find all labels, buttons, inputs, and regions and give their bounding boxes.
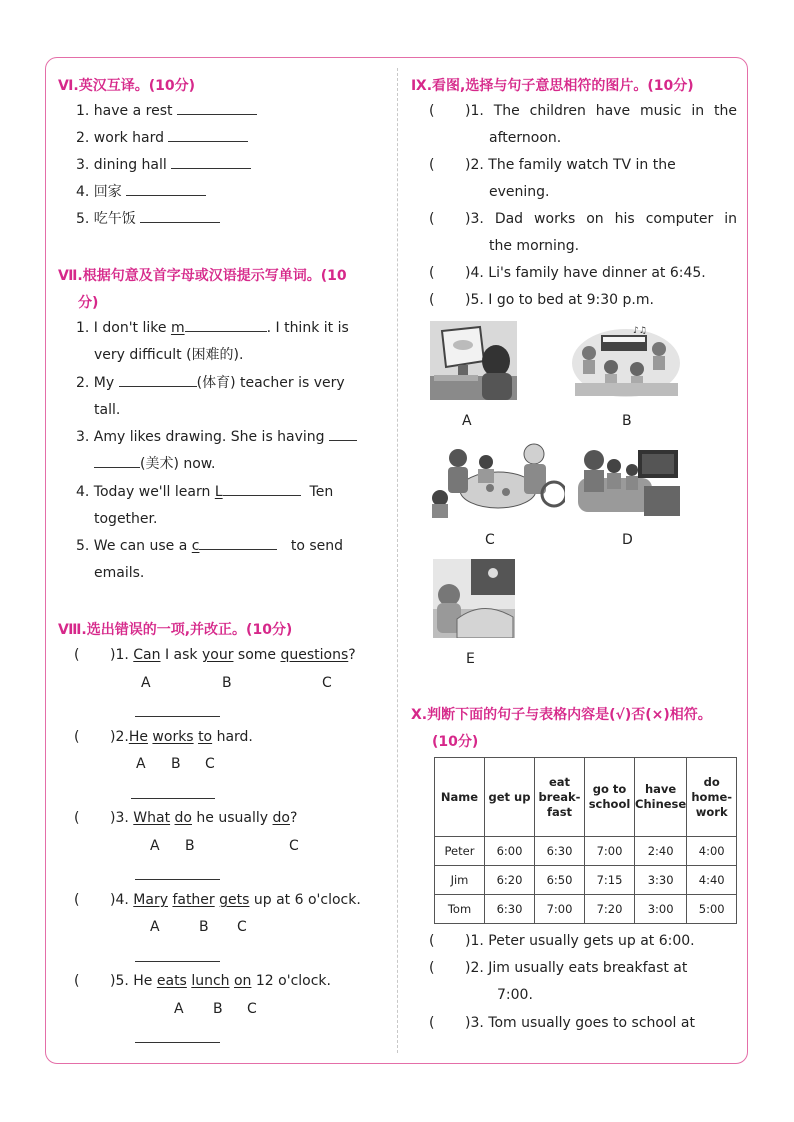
s8-q3-b: do — [174, 810, 192, 826]
s8-q4-correction[interactable] — [135, 961, 220, 962]
s6-item-4-text: 4. 回家 — [76, 184, 122, 200]
s8-q2-correction[interactable] — [131, 798, 215, 799]
picture-c-label: C — [485, 532, 495, 548]
s10-q1-paren[interactable]: ( — [429, 933, 435, 949]
s8-q1-label-b: B — [222, 675, 232, 691]
table-cell: Peter — [435, 837, 485, 866]
s8-q2-a: He — [128, 729, 148, 745]
section-8-title: Ⅷ.选出错误的一项,并改正。(10分) — [58, 622, 293, 638]
section-10-title-cont: (10分) — [432, 734, 479, 750]
s7-q2-post: (体育) teacher is very — [196, 375, 345, 391]
table-row — [435, 895, 737, 924]
table-cell: 4:00 — [687, 837, 737, 866]
table-cell: 6:00 — [485, 837, 535, 866]
s6-item-2 — [76, 125, 248, 152]
s8-q3-end: ? — [289, 810, 298, 826]
s9-q3-line2: the morning. — [489, 238, 580, 254]
picture-b-label: B — [622, 413, 632, 429]
s8-q4-label-a: A — [150, 919, 160, 935]
picture-a-computer — [430, 321, 517, 400]
header-go-to-school-text: go to school — [588, 782, 631, 811]
header-get-up — [485, 758, 535, 837]
s8-q4-label-c: C — [237, 919, 247, 935]
s9-q1-text: )1. The children have music in the — [465, 103, 737, 119]
s9-q1-line1 — [465, 98, 737, 125]
s7-q1-line1 — [76, 315, 349, 342]
s7-q5-line2: emails. — [94, 565, 145, 581]
table-cell: 3:00 — [635, 895, 687, 924]
s8-q1-end: ? — [348, 647, 356, 663]
s8-q2-c: to — [198, 729, 213, 745]
s8-q3-s2: he usually — [191, 810, 273, 826]
s8-q1-a: Can — [133, 647, 161, 663]
header-eat-breakfast — [535, 758, 585, 837]
header-do-homework — [687, 758, 737, 837]
s6-item-3 — [76, 152, 251, 179]
header-go-to-school — [585, 758, 635, 837]
s8-q1-c: questions — [280, 647, 349, 663]
s6-answer-2[interactable] — [168, 126, 248, 142]
s8-q4-paren[interactable]: ( — [74, 892, 80, 908]
header-do-homework-text: do home- work — [691, 774, 733, 819]
section-7-title: Ⅶ.根据句意及首字母或汉语提示写单词。(10 — [58, 268, 347, 284]
column-divider — [397, 68, 398, 1053]
s8-q1-correction[interactable] — [135, 716, 220, 717]
s9-q3-paren[interactable]: ( — [429, 211, 435, 227]
s8-q1-s1: I ask — [160, 647, 202, 663]
s6-item-1-text: 1. have a rest — [76, 103, 173, 119]
s6-answer-3[interactable] — [171, 153, 251, 169]
s8-q1-sentence — [110, 647, 356, 663]
s7-q5-line1 — [76, 533, 343, 560]
s8-q4-c: gets — [219, 892, 250, 908]
s9-q5-line: )5. I go to bed at 9:30 p.m. — [465, 292, 654, 308]
s7-answer-2[interactable] — [119, 371, 197, 387]
s8-q2-sentence — [110, 729, 253, 745]
picture-e-label: E — [466, 651, 475, 667]
picture-c-family-dinner — [430, 440, 565, 520]
header-name-text: Name — [440, 789, 479, 804]
s9-q5-paren[interactable]: ( — [429, 292, 435, 308]
s10-q3-line1: )3. Tom usually goes to school at — [465, 1015, 695, 1031]
s7-answer-1[interactable] — [185, 316, 267, 332]
s6-item-4 — [76, 179, 206, 206]
table-cell: Jim — [435, 866, 485, 895]
s8-q5-a: eats — [156, 973, 187, 989]
s8-q5-paren[interactable]: ( — [74, 973, 80, 989]
s8-q1-label-a: A — [141, 675, 151, 691]
s8-q1-num: )1. — [110, 647, 129, 663]
section-7-title-cont: 分) — [78, 295, 99, 311]
s9-q1-line2: afternoon. — [489, 130, 562, 146]
table-cell: 6:20 — [485, 866, 535, 895]
s6-item-5 — [76, 206, 220, 233]
s6-item-1 — [76, 98, 257, 125]
s8-q3-label-c: C — [289, 838, 299, 854]
table-cell: 4:40 — [687, 866, 737, 895]
s9-q1-paren[interactable]: ( — [429, 103, 435, 119]
s7-q5-pre: 5. We can use a — [76, 538, 192, 554]
picture-a-label: A — [462, 413, 472, 429]
s8-q5-sentence — [110, 973, 331, 989]
svg-text:♪♫: ♪♫ — [633, 326, 647, 336]
section-10-title: Ⅹ.判断下面的句子与表格内容是(√)否(×)相符。 — [411, 707, 712, 723]
s6-item-3-text: 3. dining hall — [76, 157, 167, 173]
s10-q1-line: )1. Peter usually gets up at 6:00. — [465, 933, 695, 949]
table-cell: Tom — [435, 895, 485, 924]
s8-q1-b: your — [201, 647, 234, 663]
s7-answer-4[interactable] — [223, 480, 301, 496]
s8-q5-pre: He — [133, 973, 157, 989]
s7-q3-line2 — [94, 451, 215, 478]
s8-q1-label-c: C — [322, 675, 332, 691]
s8-q1-s2: some — [233, 647, 281, 663]
s8-q2-b: works — [152, 729, 194, 745]
table-cell: 6:30 — [535, 837, 585, 866]
header-get-up-text: get up — [488, 789, 531, 804]
s8-q3-num: )3. — [110, 810, 129, 826]
s6-answer-1[interactable] — [177, 99, 257, 115]
table-cell: 2:40 — [635, 837, 687, 866]
s7-q4-line2: together. — [94, 511, 158, 527]
header-have-chinese-text: have Chinese — [635, 782, 687, 811]
table-cell: 7:20 — [585, 895, 635, 924]
s9-q3-line1 — [465, 206, 737, 233]
s9-q2-line2: evening. — [489, 184, 550, 200]
s8-q2-label-c: C — [205, 756, 215, 772]
s8-q3-paren[interactable]: ( — [74, 810, 80, 826]
s8-q3-correction[interactable] — [135, 879, 220, 880]
s7-q1-line2: very difficult (困难的). — [94, 347, 244, 363]
s7-q1-pre: 1. I don't like — [76, 320, 171, 336]
s10-q2-line1: )2. Jim usually eats breakfast at — [465, 960, 688, 976]
table-header-row — [435, 758, 737, 837]
picture-e-bedtime — [433, 559, 515, 638]
s8-q5-c: on — [233, 973, 252, 989]
s7-q5-post: to send — [290, 538, 343, 554]
s7-answer-3b[interactable] — [94, 452, 140, 468]
s10-q3-paren[interactable]: ( — [429, 1015, 435, 1031]
s8-q5-b: lunch — [191, 973, 230, 989]
s7-q4-post: Ten — [309, 484, 334, 500]
s10-q2-paren[interactable]: ( — [429, 960, 435, 976]
s7-q2-pre: 2. My — [76, 375, 119, 391]
s6-answer-5[interactable] — [140, 207, 220, 223]
s7-q1-letter: m — [170, 320, 185, 336]
table-cell: 7:15 — [585, 866, 635, 895]
s8-q3-c: do — [272, 810, 290, 826]
s7-q5-letter: c — [191, 538, 200, 554]
s8-q5-num: )5. — [110, 973, 129, 989]
s8-q4-num: )4. — [110, 892, 129, 908]
s8-q4-a: Mary — [133, 892, 168, 908]
s6-item-5-text: 5. 吃午饭 — [76, 211, 136, 227]
s8-q2-num: )2. — [110, 729, 129, 745]
section-6-title: Ⅵ.英汉互译。(10分) — [58, 78, 195, 94]
s7-q3-post: (美术) now. — [140, 456, 216, 472]
s8-q4-sentence — [110, 892, 361, 908]
s7-q3-text: 3. Amy likes drawing. She is having — [76, 429, 325, 445]
s7-q4-line1 — [76, 479, 333, 506]
s8-q3-sentence — [110, 810, 297, 826]
s9-q4-paren[interactable]: ( — [429, 265, 435, 281]
picture-d-watch-tv — [572, 440, 683, 520]
header-have-chinese — [635, 758, 687, 837]
s8-q3-label-a: A — [150, 838, 160, 854]
s8-q4-label-b: B — [199, 919, 209, 935]
s7-answer-5[interactable] — [199, 534, 277, 550]
header-eat-breakfast-text: eat break- fast — [538, 774, 581, 819]
table-cell: 7:00 — [535, 895, 585, 924]
s7-q1-post: . I think it is — [266, 320, 349, 336]
s8-q5-correction[interactable] — [135, 1042, 220, 1043]
table-row — [435, 866, 737, 895]
s7-answer-3a[interactable] — [329, 425, 357, 441]
s8-q5-label-b: B — [213, 1001, 223, 1017]
s9-q2-line1: )2. The family watch TV in the — [465, 157, 676, 173]
s9-q4-line: )4. Li's family have dinner at 6:45. — [465, 265, 706, 281]
s7-q4-letter: L — [214, 484, 223, 500]
s8-q5-end: 12 o'clock. — [251, 973, 331, 989]
s8-q4-end: up at 6 o'clock. — [249, 892, 361, 908]
s8-q5-label-c: C — [247, 1001, 257, 1017]
s7-q2-line2: tall. — [94, 402, 121, 418]
table-cell: 6:50 — [535, 866, 585, 895]
s7-q2-line1 — [76, 370, 345, 397]
s8-q2-label-a: A — [136, 756, 146, 772]
s6-item-2-text: 2. work hard — [76, 130, 164, 146]
s8-q2-end: hard. — [212, 729, 253, 745]
schedule-table — [434, 757, 737, 924]
table-row — [435, 837, 737, 866]
header-name — [435, 758, 485, 837]
s8-q2-paren[interactable]: ( — [74, 729, 80, 745]
s6-answer-4[interactable] — [126, 180, 206, 196]
s9-q2-paren[interactable]: ( — [429, 157, 435, 173]
s10-q2-line2: 7:00. — [497, 987, 533, 1003]
s8-q2-label-b: B — [171, 756, 181, 772]
s8-q3-label-b: B — [185, 838, 195, 854]
table-cell: 7:00 — [585, 837, 635, 866]
s9-q3-text: )3. Dad works on his computer in — [465, 211, 737, 227]
s8-q3-a: What — [133, 810, 171, 826]
table-cell: 6:30 — [485, 895, 535, 924]
picture-d-label: D — [622, 532, 633, 548]
picture-b-music-class — [571, 323, 682, 400]
s8-q1-paren[interactable]: ( — [74, 647, 80, 663]
s7-q3-line1 — [76, 424, 357, 451]
table-cell: 3:30 — [635, 866, 687, 895]
table-cell: 5:00 — [687, 895, 737, 924]
section-9-title: Ⅸ.看图,选择与句子意思相符的图片。(10分) — [411, 78, 694, 94]
s8-q5-label-a: A — [174, 1001, 184, 1017]
s7-q4-pre: 4. Today we'll learn — [76, 484, 215, 500]
s8-q4-b: father — [172, 892, 215, 908]
